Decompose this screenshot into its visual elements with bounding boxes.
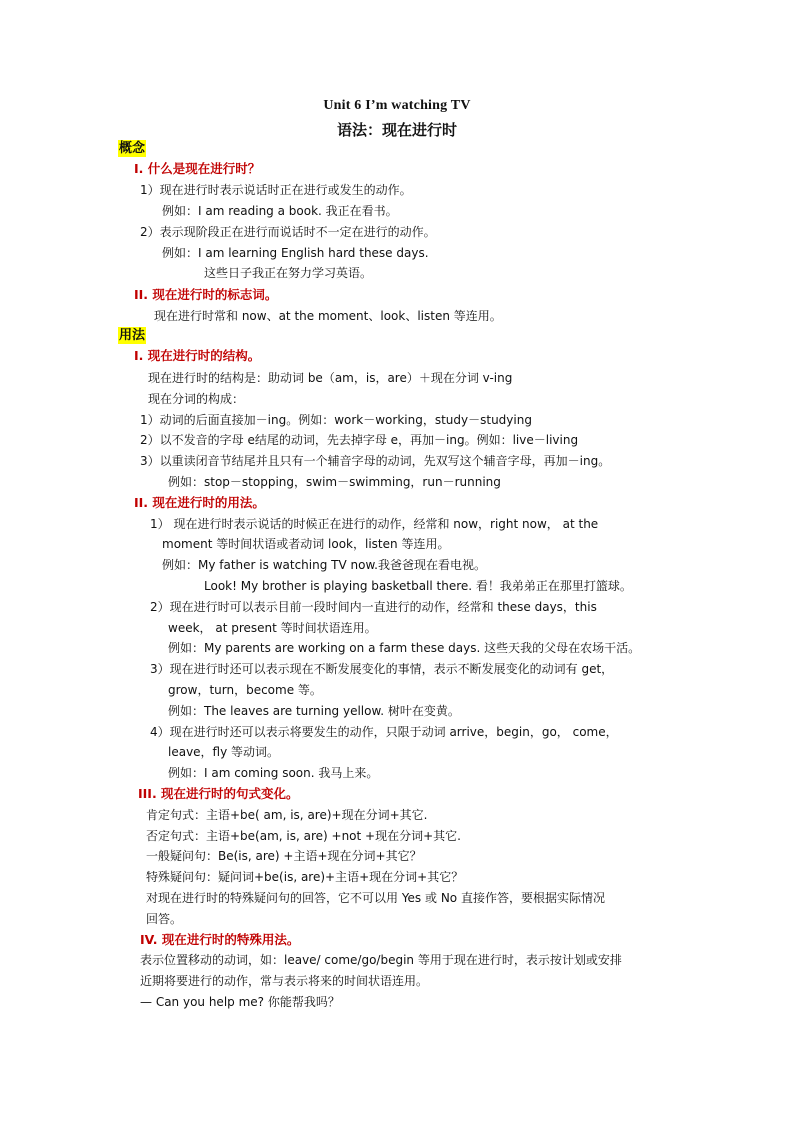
sentence-form-note-b: 回答。: [146, 912, 183, 926]
usage-item-3a: 3）现在进行时还可以表示现在不断发展变化的事情，表示不断发展变化的动词有 get，: [150, 662, 614, 676]
usage-structure-5: 3）以重读闭音节结尾并且只有一个辅音字母的动词，先双写这个辅音字母，再加－ing。: [140, 454, 611, 468]
usage-item-1c: 例如：My father is watching TV now.我爸爸现在看电视。: [162, 558, 486, 572]
concept-example-2a: 例如：I am learning English hard these days.: [162, 246, 429, 260]
usage-item-4a: 4）现在进行时还可以表示将要发生的动作，只限于动词 arrive，begin，go， come，: [150, 725, 618, 739]
section-label-usage: 用法: [119, 328, 146, 343]
usage-item-1b: moment 等时间状语或者动词 look，listen 等连用。: [162, 537, 450, 551]
sentence-form-general-question: 一般疑问句：Be(is, are) +主语+现在分词+其它？: [146, 849, 422, 863]
usage-item-2c: 例如：My parents are working on a farm these days. 这些天我的父母在农场干活。: [168, 641, 641, 655]
special-usage-b: 近期将要进行的动作，常与表示将来的时间状语连用。: [140, 974, 429, 988]
grammar-subtitle: 语法：现在进行时: [336, 123, 457, 139]
usage-heading-2: II. 现在进行时的用法。: [134, 495, 265, 510]
usage-item-2a: 2）现在进行时可以表示目前一段时间内一直进行的动作，经常和 these days，this: [150, 600, 597, 614]
concept-heading-1: I. 什么是现在进行时？: [134, 161, 261, 176]
sentence-form-negative: 否定句式：主语+be(am, is, are) +not +现在分词+其它.: [146, 829, 461, 843]
unit-title: Unit 6 I’m watching TV: [323, 98, 471, 113]
usage-heading-1: I. 现在进行时的结构。: [134, 348, 261, 363]
usage-item-4b: leave，fly 等动词。: [168, 745, 280, 759]
usage-item-3c: 例如：The leaves are turning yellow. 树叶在变黄。: [168, 704, 460, 718]
usage-structure-3: 1）动词的后面直接加－ing。例如：work－working，study－studying: [140, 413, 532, 427]
concept-point-3: 现在进行时常和 now、at the moment、look、listen 等连用。: [154, 309, 502, 323]
section-label-concept: 概念: [119, 141, 146, 156]
usage-item-2b: week， at present 等时间状语连用。: [168, 621, 377, 635]
concept-heading-2: II. 现在进行时的标志词。: [134, 287, 278, 302]
usage-heading-3: III. 现在进行时的句式变化。: [138, 786, 299, 801]
special-usage-example: — Can you help me? 你能帮我吗？: [140, 995, 340, 1009]
usage-structure-4: 2）以不发音的字母 e结尾的动词，先去掉字母 e，再加－ing。例如：live－living: [140, 433, 579, 447]
usage-item-3b: grow，turn，become 等。: [168, 683, 322, 697]
usage-structure-2: 现在分词的构成：: [148, 392, 245, 406]
sentence-form-note-a: 对现在进行时的特殊疑问句的回答，它不可以用 Yes 或 No 直接作答，要根据实际情况: [146, 891, 605, 905]
usage-item-1a: 1） 现在进行时表示说话的时候正在进行的动作，经常和 now，right now， at the: [150, 517, 599, 531]
concept-example-1: 例如：I am reading a book. 我正在看书。: [162, 204, 398, 218]
concept-example-2b: 这些日子我正在努力学习英语。: [204, 266, 373, 280]
usage-item-4c: 例如：I am coming soon. 我马上来。: [168, 766, 379, 780]
usage-structure-1: 现在进行时的结构是：助动词 be（am，is，are）＋现在分词 v-ing: [148, 371, 513, 385]
usage-structure-6: 例如：stop－stopping，swim－swimming，run－running: [168, 475, 501, 489]
special-usage-a: 表示位置移动的动词，如：leave/ come/go/begin 等用于现在进行时，表示按计划或安排: [140, 953, 622, 967]
usage-item-1d: Look! My brother is playing basketball there. 看！我弟弟正在那里打篮球。: [204, 579, 632, 593]
sentence-form-special-question: 特殊疑问句：疑问词+be(is, are)+主语+现在分词+其它？: [146, 870, 464, 884]
usage-heading-4: IV. 现在进行时的特殊用法。: [140, 932, 300, 947]
sentence-form-affirmative: 肯定句式：主语+be( am, is, are)+现在分词+其它.: [146, 808, 428, 822]
concept-point-2: 2）表示现阶段正在进行而说话时不一定在进行的动作。: [140, 225, 436, 239]
concept-point-1: 1）现在进行时表示说话时正在进行或发生的动作。: [140, 183, 412, 197]
